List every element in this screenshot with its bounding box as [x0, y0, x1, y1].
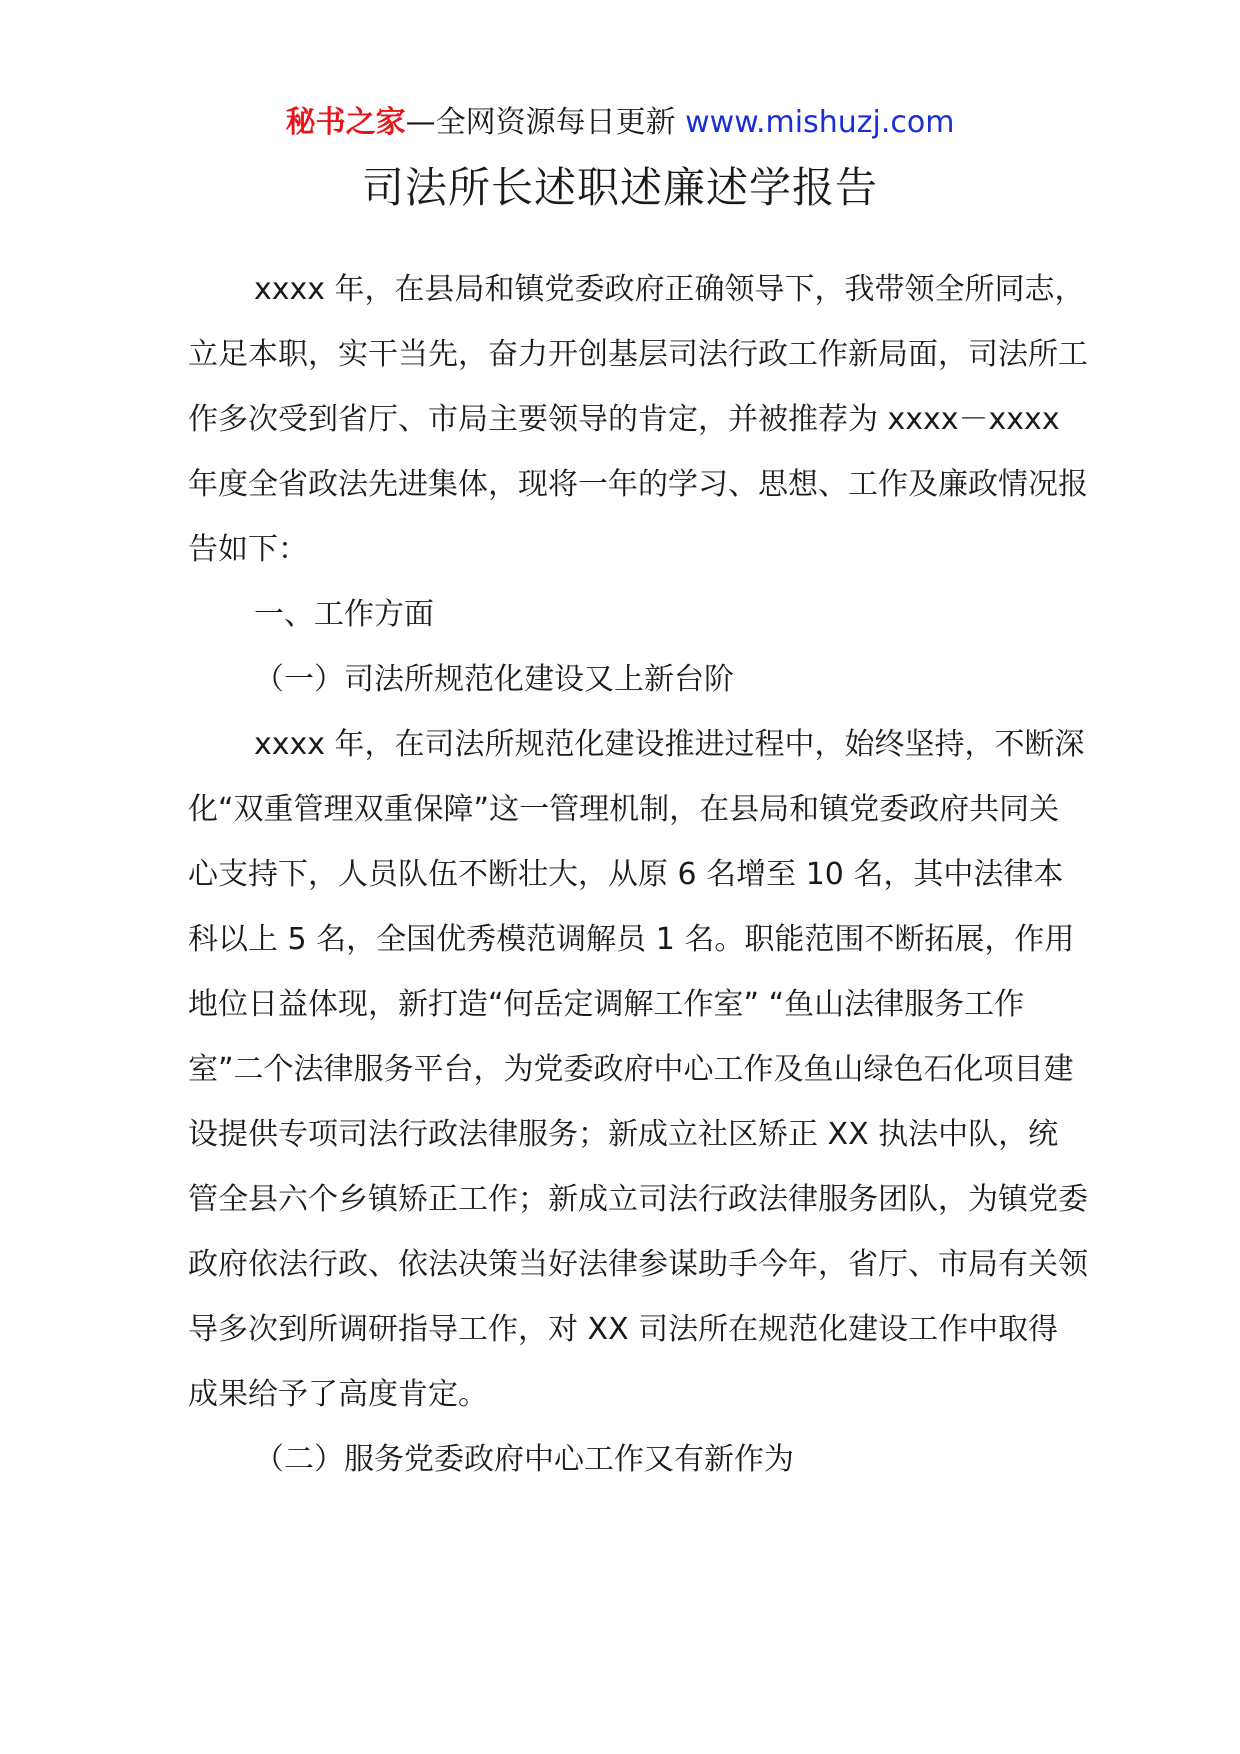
document-title: 司法所长述职述廉述学报告	[361, 163, 878, 212]
intro-paragraph: xxxx 年，在县局和镇党委政府正确领导下，我带领全所同志，立足本职，实干当先，奋力开创基层司法行政工作新局面，司法所工作多次受到省厅、市局主要领导的肯定，并被推荐为 xxxx－xxxx 年度全省政法先进集体，现将一年的学习、思想、工作及廉政情况报告如下：	[188, 272, 1088, 567]
header-tagline: —全网资源每日更新	[405, 105, 686, 140]
subsection-heading-1: （一）司法所规范化建设又上新台阶	[254, 662, 734, 697]
body-paragraph: xxxx 年，在司法所规范化建设推进过程中，始终坚持，不断深化“双重管理双重保障”这一管理机制，在县局和镇党委政府共同关心支持下，人员队伍不断壮大，从原 6 名增至 10 名，其中法律本科以上 5 名，全国优秀模范调解员 1 名。职能范围不断拓展，作用地位日益体现，新打造“何岳定调解工作室” “鱼山法律服务工作室”二个法律服务平台，为党委政府中心工作及鱼山绿色石化项目建设提供专项司法行政法律服务；新成立社区矫正 XX 执法中队，统管全县六个乡镇矫正工作；新成立司法行政法律服务团队，为镇党委政府依法行政、依法决策当好法律参谋助手今年，省厅、市局有关领导多次到所调研指导工作，对 XX 司法所在规范化建设工作中取得成果给予了高度肯定。	[188, 727, 1088, 1412]
section-heading-work: 一、工作方面	[254, 597, 434, 632]
site-url-link[interactable]: www.mishuzj.com	[685, 105, 955, 140]
document-body	[188, 257, 1088, 1492]
brand-name: 秘书之家	[285, 105, 406, 140]
site-header	[0, 103, 1240, 143]
subsection-heading-2: （二）服务党委政府中心工作又有新作为	[254, 1442, 794, 1477]
